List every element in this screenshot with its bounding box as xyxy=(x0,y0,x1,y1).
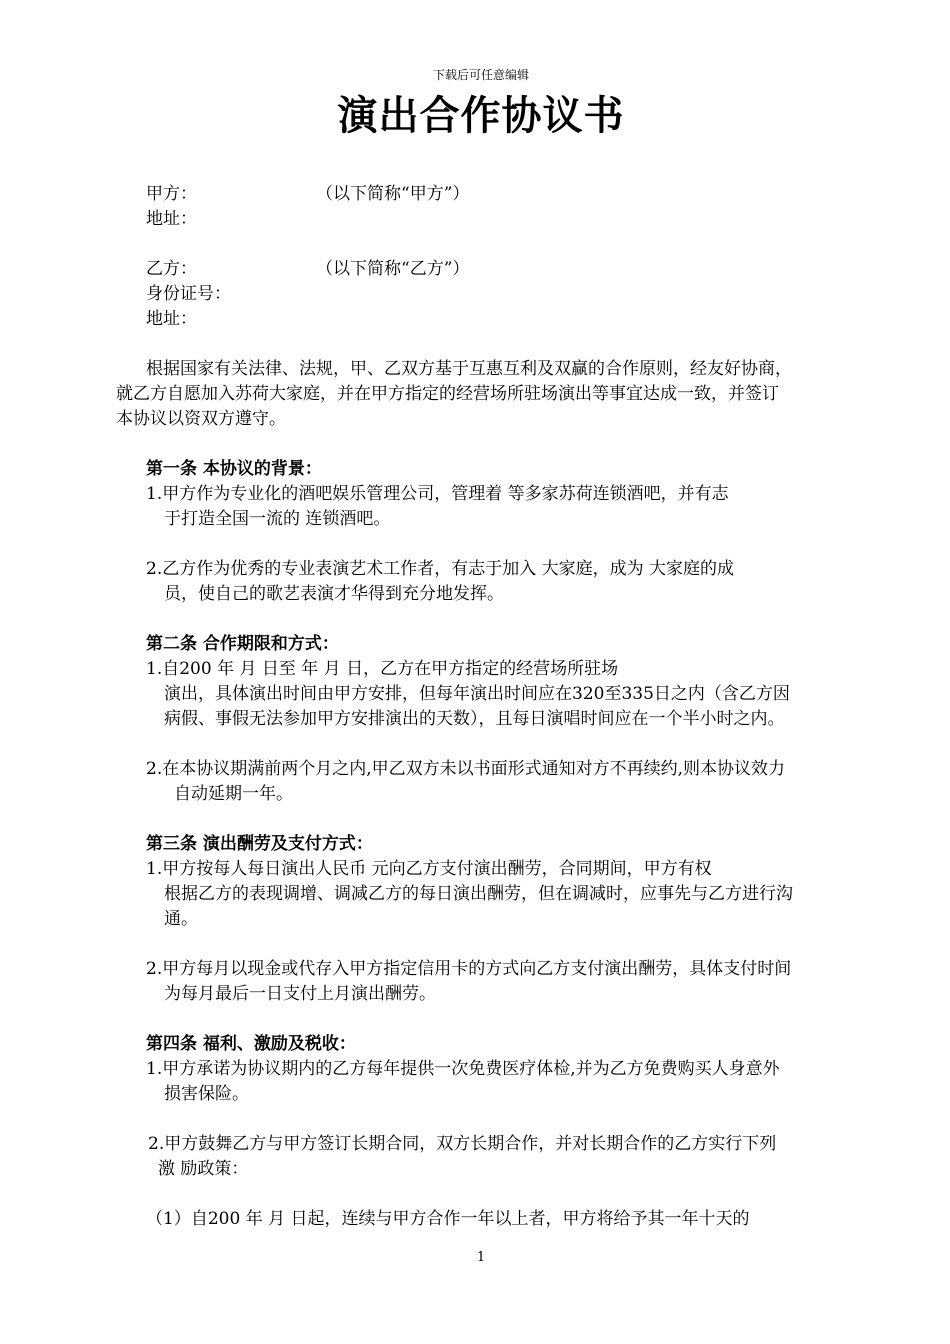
article-2-item-1-line: 演出，具体演出时间由甲方安排，但每年演出时间应在320至335日之内（含乙方因 xyxy=(164,684,790,704)
article-1-item-1-line: 于打造全国一流的 连锁酒吧。 xyxy=(164,509,391,529)
party-b-alias: （以下简称“乙方”） xyxy=(316,259,470,279)
article-2-item-2-line: 自动延期一年。 xyxy=(174,784,293,804)
article-2-item-1-line: 1.自200 年 月 日至 年 月 日，乙方在甲方指定的经营场所驻场 xyxy=(146,659,619,679)
article-4-item-2-line: 2.甲方鼓舞乙方与甲方签订长期合同，双方长期合作，并对长期合作的乙方实行下列 xyxy=(148,1134,777,1154)
party-a-alias: （以下简称“甲方”） xyxy=(316,184,470,204)
article-1-heading: 第一条 本协议的背景： xyxy=(146,459,322,479)
party-b-address: 地址： xyxy=(146,309,197,329)
article-3-heading: 第三条 演出酬劳及支付方式： xyxy=(146,834,373,854)
article-2-heading: 第二条 合作期限和方式： xyxy=(146,634,339,654)
preamble-line: 根据国家有关法律、法规，甲、乙双方基于互惠互利及双赢的合作原则，经友好协商， xyxy=(146,359,792,379)
article-2-item-2-line: 2.在本协议期满前两个月之内,甲乙双方未以书面形式通知对方不再续约,则本协议效力 xyxy=(146,759,786,779)
page-number: 1 xyxy=(476,1250,486,1265)
article-3-item-1-line: 通。 xyxy=(164,909,198,929)
article-2-item-1-line: 病假、事假无法参加甲方安排演出的天数），且每日演唱时间应在一个半小时之内。 xyxy=(164,709,785,729)
article-4-sub-1-line: （1）自200 年 月 日起，连续与甲方合作一年以上者，甲方将给予其一年十天的 xyxy=(146,1209,750,1229)
party-a-label: 甲方： xyxy=(146,184,197,204)
party-b-label: 乙方： xyxy=(146,259,197,279)
article-4-item-2-line: 激 励政策： xyxy=(158,1159,249,1179)
party-a-address: 地址： xyxy=(146,209,197,229)
article-4-item-1-line: 损害保险。 xyxy=(164,1084,249,1104)
preamble-line: 本协议以资双方遵守。 xyxy=(116,409,286,429)
article-1-item-2-line: 2.乙方作为优秀的专业表演艺术工作者，有志于加入 大家庭，成为 大家庭的成 xyxy=(146,559,735,579)
article-3-item-2-line: 2.甲方每月以现金或代存入甲方指定信用卡的方式向乙方支付演出酬劳，具体支付时间 xyxy=(146,959,792,979)
header-note: 下载后可任意编辑 xyxy=(432,68,529,82)
article-4-item-1-line: 1.甲方承诺为协议期内的乙方每年提供一次免费医疗体检,并为乙方免费购买人身意外 xyxy=(146,1059,780,1079)
article-4-heading: 第四条 福利、激励及税收： xyxy=(146,1034,356,1054)
party-b-id: 身份证号： xyxy=(146,284,231,304)
article-3-item-1-line: 1.甲方按每人每日演出人民币 元向乙方支付演出酬劳，合同期间，甲方有权 xyxy=(146,859,712,879)
article-3-item-1-line: 根据乙方的表现调增、调减乙方的每日演出酬劳，但在调减时，应事先与乙方进行沟 xyxy=(164,884,793,904)
document-title: 演出合作协议书 xyxy=(337,92,625,139)
article-1-item-1-line: 1.甲方作为专业化的酒吧娱乐管理公司，管理着 等多家苏荷连锁酒吧，并有志 xyxy=(146,484,729,504)
preamble-line: 就乙方自愿加入苏荷大家庭，并在甲方指定的经营场所驻场演出等事宜达成一致，并签订 xyxy=(116,384,779,404)
article-1-item-2-line: 员，使自己的歌艺表演才华得到充分地发挥。 xyxy=(164,584,504,604)
article-3-item-2-line: 为每月最后一日支付上月演出酬劳。 xyxy=(164,984,436,1004)
